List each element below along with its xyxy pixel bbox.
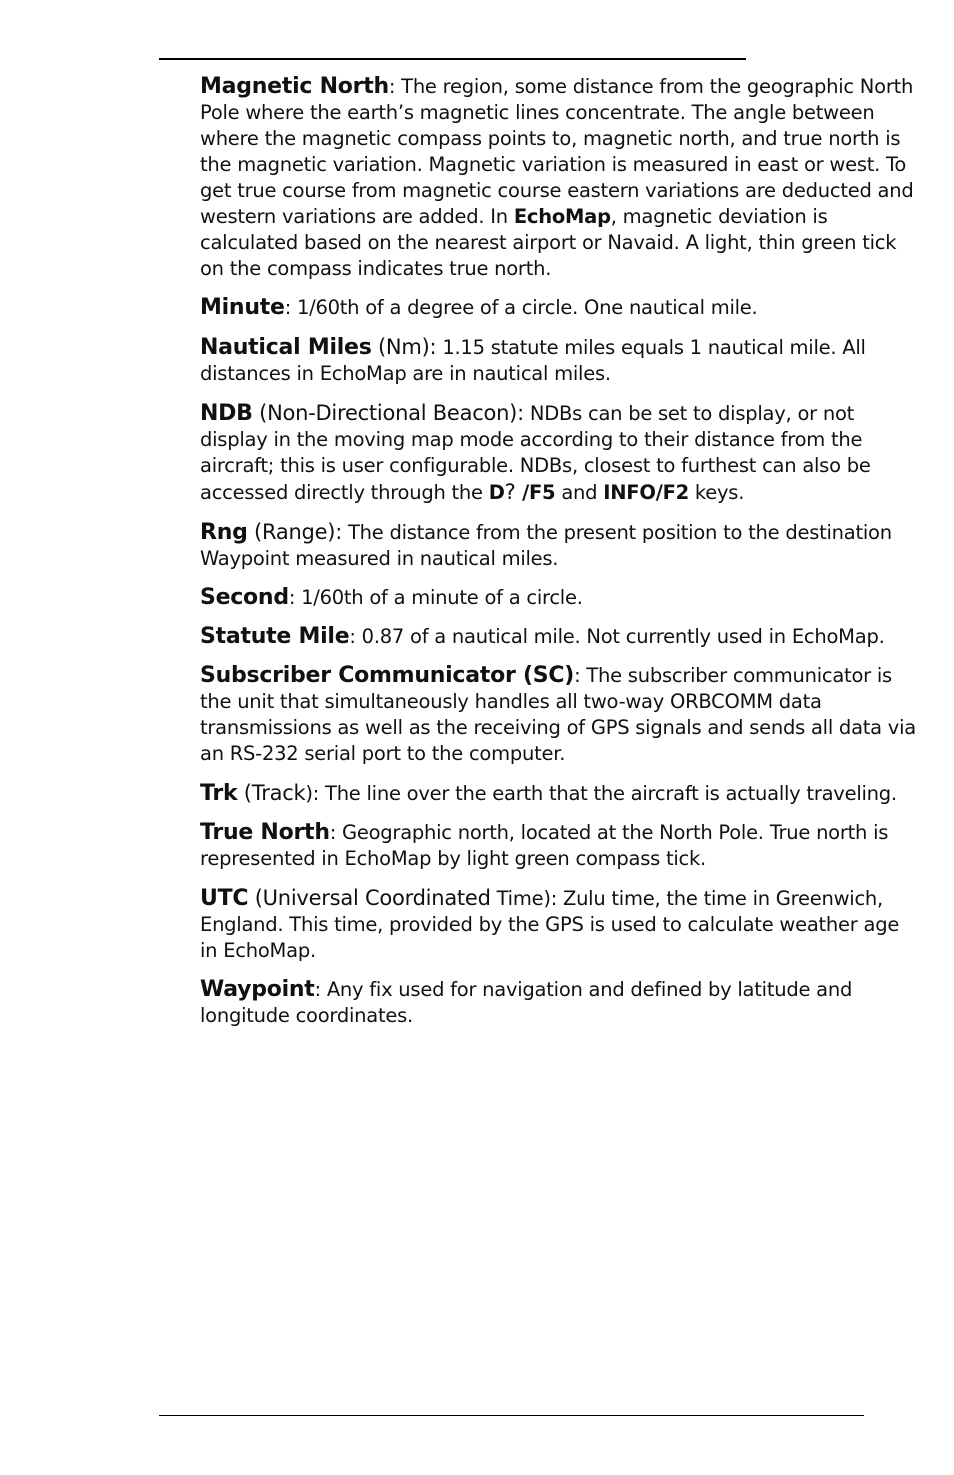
- direct-to-glyph: ?: [504, 480, 516, 504]
- definition: 1.15 statute miles equals 1 nautical mile. All distances in EchoMap are in nautical miles.: [200, 336, 866, 385]
- entry-subscriber-communicator: [200, 663, 920, 767]
- key-f5: /F5: [515, 481, 556, 504]
- entry-magnetic-north: [200, 74, 920, 282]
- glossary-list: [200, 74, 920, 1042]
- definition: : The subscriber communicator is the unit that simultaneously handles all two-way ORBCOMM data transmissions as well as the receiving of GPS signals and sends all data via an RS-232 serial port to the computer.: [200, 664, 916, 765]
- term: Nautical Miles: [200, 335, 372, 360]
- definition-and: and: [555, 481, 604, 504]
- abbrev: (Nm):: [371, 335, 437, 359]
- header-rule: [159, 58, 746, 60]
- key-info-f2: INFO/F2: [603, 481, 689, 504]
- footer-rule: [159, 1415, 864, 1416]
- entry-ndb: [200, 400, 920, 506]
- definition: The distance from the present position to the destination Waypoint measured in nautical miles.: [200, 521, 892, 570]
- abbrev: (Track: [237, 781, 306, 805]
- term: Rng: [200, 520, 248, 545]
- definition: : 1/60th of a minute of a circle.: [288, 586, 583, 609]
- definition: : 1/60th of a degree of a circle. One nautical mile.: [284, 296, 758, 319]
- term: UTC: [200, 886, 249, 911]
- term: Waypoint: [200, 977, 315, 1002]
- echomap-bold: EchoMap: [513, 205, 611, 228]
- definition: : Geographic north, located at the North Pole. True north is represented in EchoMap by light green compass tick.: [200, 821, 889, 870]
- definition-end: keys.: [688, 481, 745, 504]
- definition: : The region, some distance from the geographic North Pole where the earth’s magnetic lines concentrate. The angle between where the magnetic compass points to, magnetic north, and true north is the magnetic variation. Magnetic variation is measured in east or west. To get true course from magnetic course eastern variations are deducted and western variations are added. In: [200, 75, 914, 228]
- entry-rng: [200, 519, 920, 572]
- entry-trk: [200, 780, 920, 807]
- term: Magnetic North: [200, 74, 389, 99]
- entry-utc: [200, 885, 920, 964]
- term: True North: [200, 820, 330, 845]
- entry-minute: [200, 295, 920, 321]
- entry-second: [200, 585, 920, 611]
- definition: : 0.87 of a nautical mile. Not currently used in EchoMap.: [349, 625, 885, 648]
- term: Minute: [200, 295, 285, 320]
- definition-cont: , magnetic deviation is calculated based on the nearest airport or Navaid. A light, thin green tick on the compass indicates true north.: [200, 205, 897, 280]
- term: Trk: [200, 781, 238, 806]
- abbrev: (Universal Coordinated: [248, 886, 491, 910]
- key-d: D: [488, 481, 505, 504]
- definition: Time): Zulu time, the time in Greenwich, England. This time, provided by the GPS is used to calculate weather age in EchoMap.: [200, 887, 900, 962]
- entry-statute-mile: [200, 624, 920, 650]
- definition: NDBs can be set to display, or not display in the moving map mode according to their distance from the aircraft; this is user configurable. NDBs, closest to furthest can also be accessed directly through the: [200, 402, 871, 504]
- abbrev: (Range):: [247, 520, 343, 544]
- entry-true-north: [200, 820, 920, 872]
- definition: : Any fix used for navigation and defined by latitude and longitude coordinates.: [200, 978, 853, 1027]
- abbrev: (Non-Directional Beacon):: [252, 401, 524, 425]
- term: NDB: [200, 401, 253, 426]
- term: Statute Mile: [200, 624, 350, 649]
- entry-waypoint: [200, 977, 920, 1029]
- definition: ): The line over the earth that the aircraft is actually traveling.: [305, 782, 897, 805]
- entry-nautical-miles: [200, 334, 920, 387]
- term: Subscriber Communicator (SC): [200, 663, 575, 688]
- term: Second: [200, 585, 289, 610]
